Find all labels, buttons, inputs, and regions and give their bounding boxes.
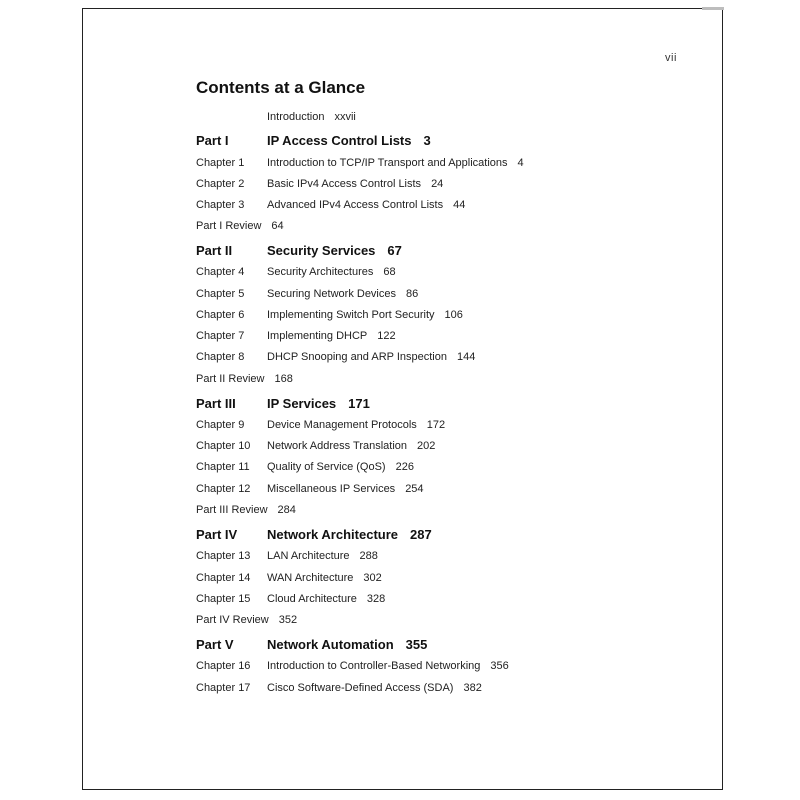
toc-page-number: 144 bbox=[457, 351, 476, 363]
chapter-title: Cisco Software-Defined Access (SDA) bbox=[267, 682, 454, 694]
chapter-label: Chapter 1 bbox=[196, 157, 245, 169]
chapter-title: Securing Network Devices bbox=[267, 288, 396, 300]
part-label: Part III bbox=[196, 396, 236, 411]
chapter-label: Chapter 16 bbox=[196, 660, 251, 672]
part-label: Part V bbox=[196, 637, 234, 652]
part-label: Part II bbox=[196, 243, 233, 258]
toc-page-number: 288 bbox=[359, 550, 378, 562]
toc-page-number: 24 bbox=[431, 178, 444, 190]
chapter-label: Chapter 7 bbox=[196, 330, 245, 342]
chapter-label: Chapter 14 bbox=[196, 572, 251, 584]
page-title: Contents at a Glance bbox=[196, 78, 366, 97]
toc-page-number: 254 bbox=[405, 483, 424, 495]
toc-page-number: 44 bbox=[453, 199, 466, 211]
toc-page-number: xxvii bbox=[334, 111, 356, 123]
toc-page-number: 106 bbox=[444, 309, 463, 321]
review-title: Part IV Review bbox=[196, 614, 269, 626]
toc-page-number: 352 bbox=[278, 614, 298, 626]
toc-page-number: 355 bbox=[405, 637, 428, 652]
review-title: Part III Review bbox=[196, 504, 268, 516]
part-label: Part IV bbox=[196, 527, 238, 542]
toc-page-number: 4 bbox=[517, 157, 524, 169]
chapter-label: Chapter 17 bbox=[196, 682, 251, 694]
chapter-title: WAN Architecture bbox=[267, 572, 354, 584]
chapter-label: Chapter 9 bbox=[196, 419, 245, 431]
toc-page-number: 302 bbox=[363, 572, 382, 584]
chapter-title: Miscellaneous IP Services bbox=[267, 483, 396, 495]
part-title: Security Services bbox=[267, 243, 376, 258]
chapter-title: Cloud Architecture bbox=[267, 593, 357, 605]
chapter-title: Security Architectures bbox=[267, 266, 374, 278]
review-title: Part II Review bbox=[196, 373, 265, 385]
toc-page-number: 86 bbox=[406, 288, 419, 300]
part-label: Part I bbox=[196, 133, 229, 148]
toc-page-number: 382 bbox=[463, 682, 482, 694]
chapter-title: DHCP Snooping and ARP Inspection bbox=[267, 351, 447, 363]
toc-page-number: 284 bbox=[277, 504, 296, 516]
toc-page-number: 171 bbox=[348, 396, 370, 411]
chapter-title: LAN Architecture bbox=[267, 550, 350, 562]
toc-page-number: 328 bbox=[366, 593, 386, 605]
toc-page-number: 68 bbox=[383, 266, 396, 278]
chapter-title: Implementing DHCP bbox=[267, 330, 368, 342]
chapter-label: Chapter 11 bbox=[196, 461, 250, 473]
chapter-label: Chapter 5 bbox=[196, 288, 245, 300]
chapter-title: Implementing Switch Port Security bbox=[267, 309, 435, 321]
chapter-title: Introduction to TCP/IP Transport and Applications bbox=[267, 157, 508, 169]
toc-page-number: 356 bbox=[490, 660, 509, 672]
toc-page-number: 226 bbox=[395, 461, 414, 473]
toc-page-number: 172 bbox=[426, 419, 446, 431]
chapter-title: Advanced IPv4 Access Control Lists bbox=[267, 199, 444, 211]
chapter-title: Quality of Service (QoS) bbox=[267, 461, 386, 473]
chapter-label: Chapter 2 bbox=[196, 178, 245, 190]
chapter-title: Network Address Translation bbox=[267, 440, 408, 452]
part-title: Network Architecture bbox=[267, 527, 398, 542]
part-title: Network Automation bbox=[267, 637, 394, 652]
chapter-label: Chapter 13 bbox=[196, 550, 251, 562]
chapter-label: Chapter 8 bbox=[196, 351, 245, 363]
toc-entry-title: Introduction xxvii bbox=[267, 111, 356, 123]
chapter-label: Chapter 12 bbox=[196, 483, 251, 495]
chapter-label: Chapter 4 bbox=[196, 266, 245, 278]
chapter-label: Chapter 15 bbox=[196, 593, 251, 605]
page-number: vii bbox=[665, 52, 677, 64]
chapter-label: Chapter 3 bbox=[196, 199, 245, 211]
toc-page-number: 202 bbox=[417, 440, 436, 452]
chapter-title: Introduction to Controller-Based Networking bbox=[267, 660, 481, 672]
toc-page-number: 168 bbox=[274, 373, 293, 385]
toc-page-number: 64 bbox=[271, 220, 284, 232]
chapter-label: Chapter 6 bbox=[196, 309, 245, 321]
part-title: IP Access Control Lists bbox=[267, 133, 412, 148]
chapter-title: Basic IPv4 Access Control Lists bbox=[267, 178, 422, 190]
toc-page-number: 287 bbox=[410, 527, 432, 542]
toc-page-number: 67 bbox=[387, 243, 402, 258]
chapter-label: Chapter 10 bbox=[196, 440, 251, 452]
toc-page-number: 122 bbox=[377, 330, 396, 342]
review-title: Part I Review bbox=[196, 220, 262, 232]
chapter-title: Device Management Protocols bbox=[267, 419, 417, 431]
toc-page-number: 3 bbox=[423, 133, 431, 148]
part-title: IP Services bbox=[267, 396, 337, 411]
